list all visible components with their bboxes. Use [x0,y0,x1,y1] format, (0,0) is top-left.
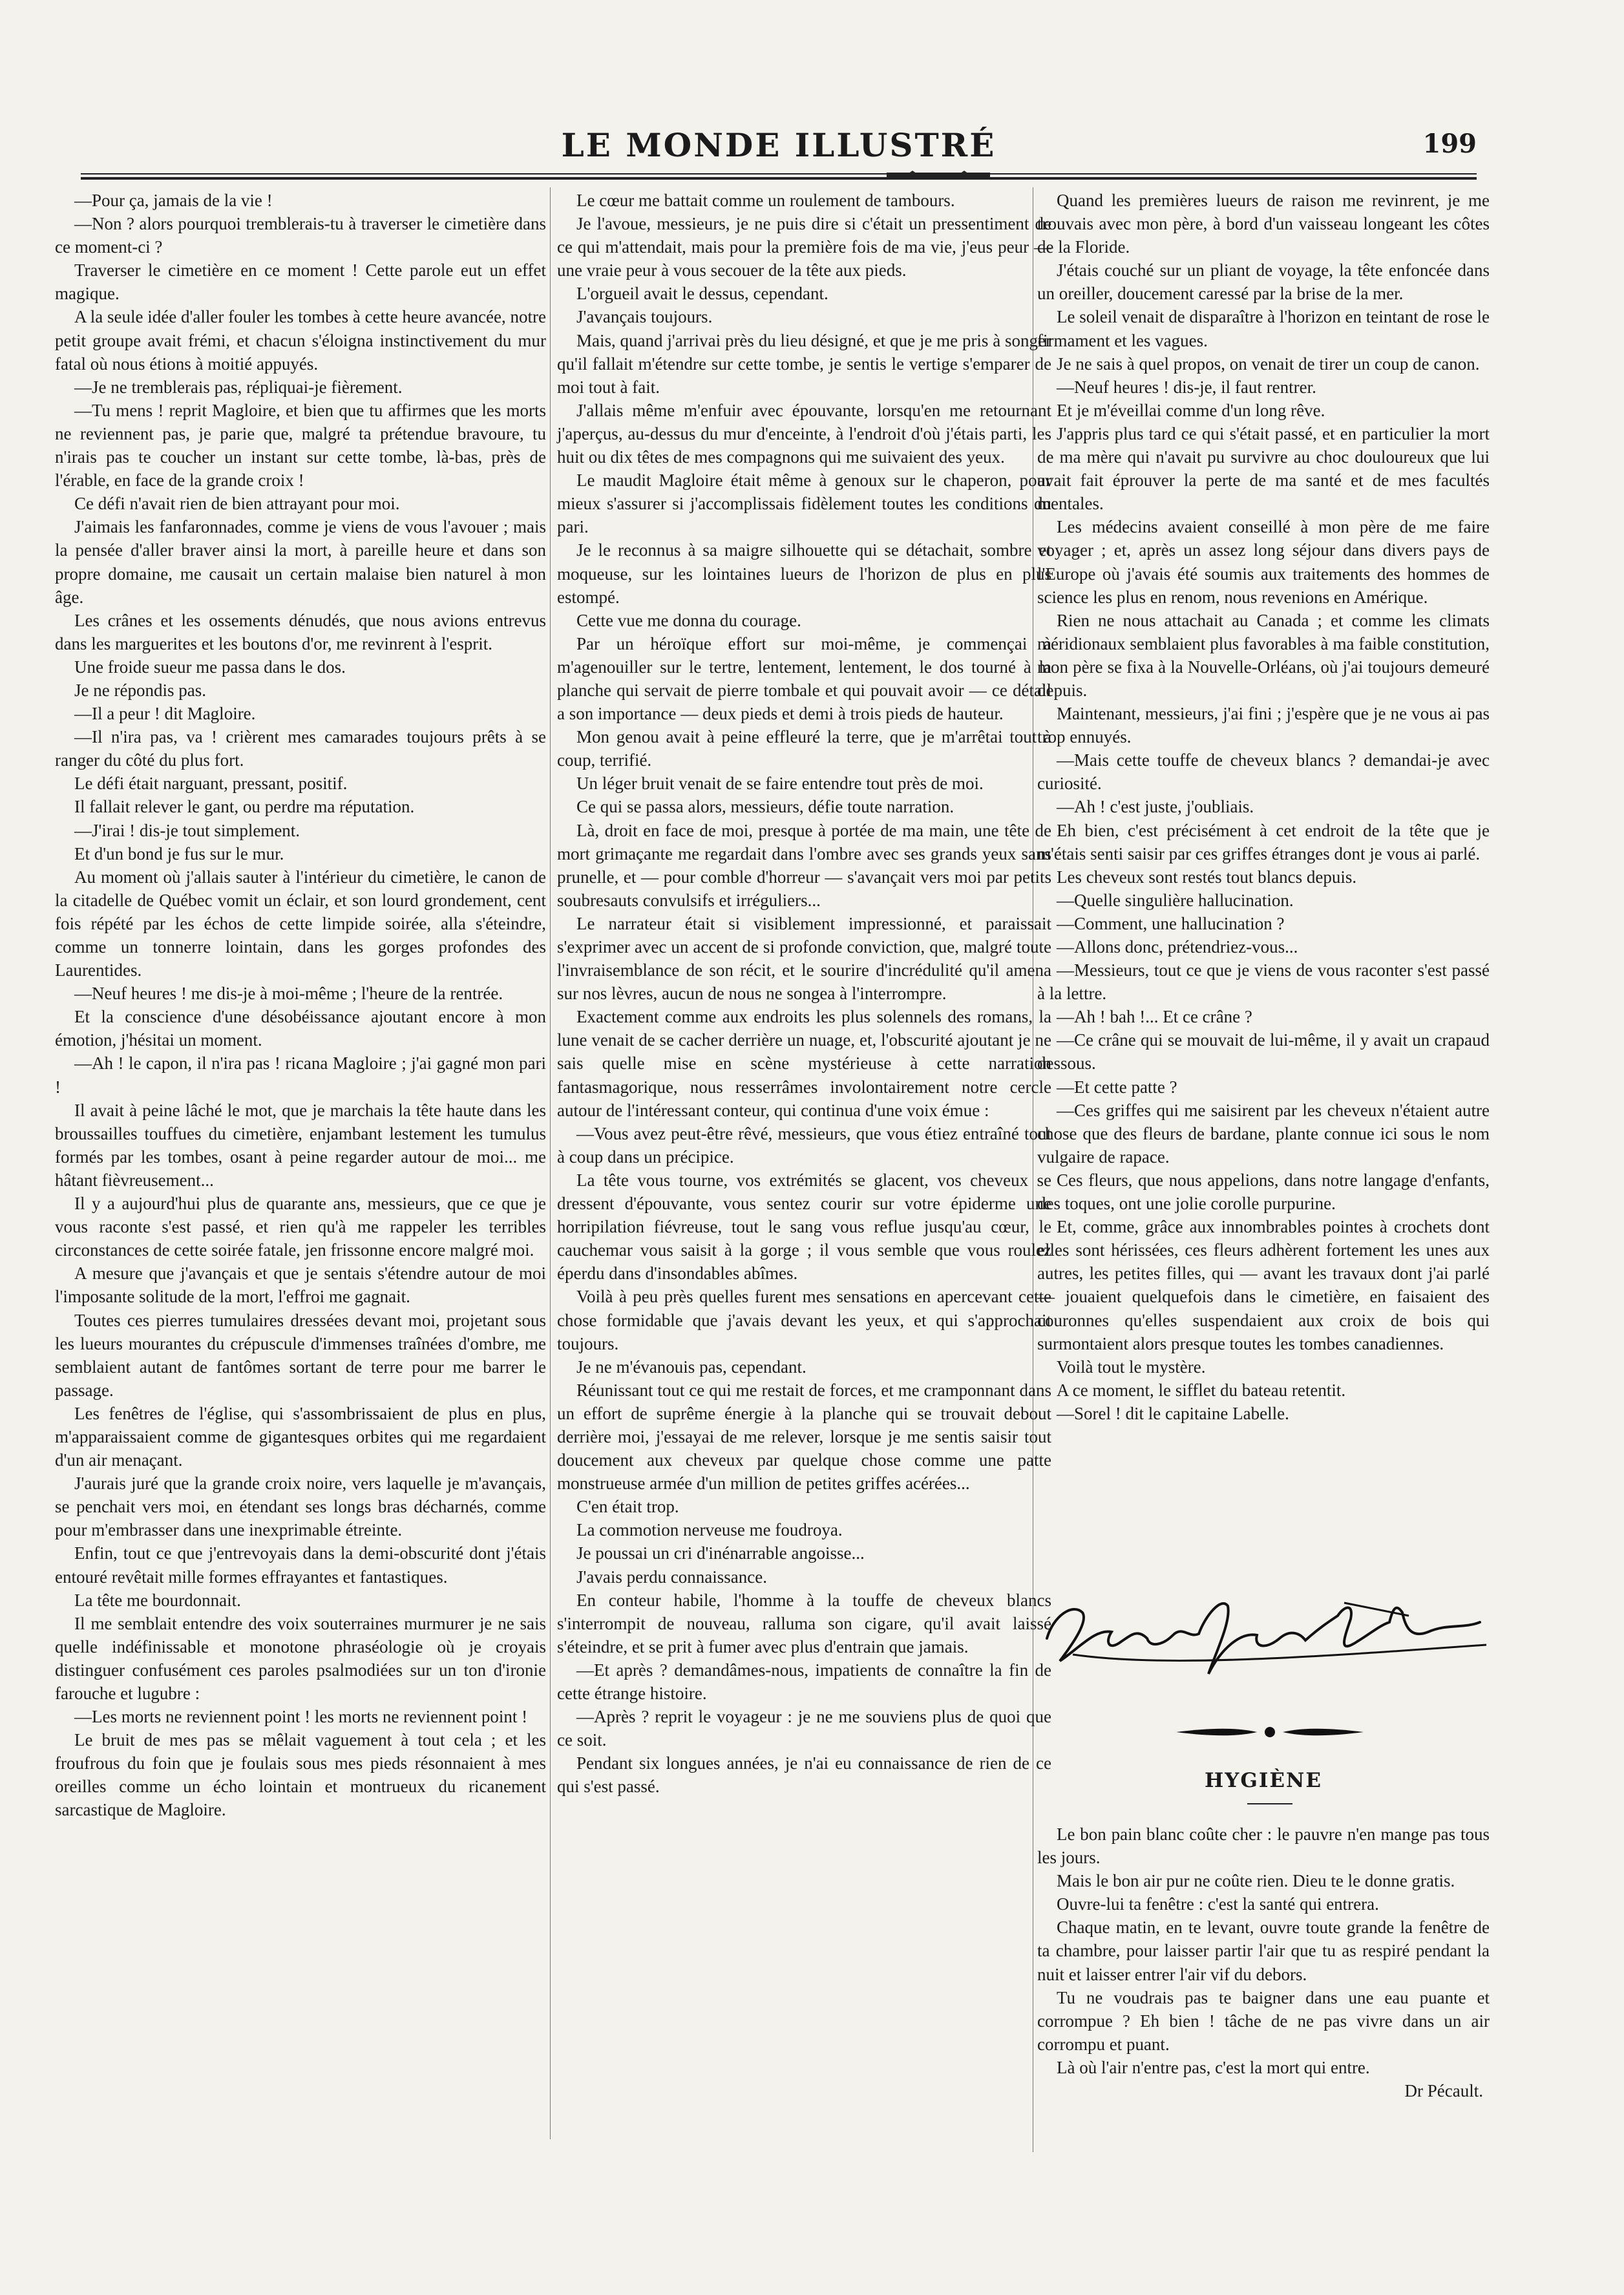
article-paragraph: —Tu mens ! reprit Magloire, et bien que tu affirmes que les morts ne reviennent pas, je parie que, malgré ta prétendue bravoure, tu n'irais pas te coucher un instant sur cette tombe, là-bas, près de l'érable, en face de la grande croix ! [55,400,546,491]
article-paragraph: Tu ne voudrais pas te baigner dans une eau puante et corrompue ? Eh bien ! tâche de ne pas vivre dans un air corrompu et puant. [1037,1987,1490,2054]
article-paragraph: —Mais cette touffe de cheveux blancs ? demandai-je avec curiosité. [1037,750,1490,794]
article-paragraph: —Et après ? demandâmes-nous, impatients de connaître la fin de cette étrange histoire. [557,1660,1051,1703]
article-paragraph: —Ce crâne qui se mouvait de lui-même, il y avait un crapaud dessous. [1037,1030,1490,1073]
article-paragraph: —Sorel ! dit le capitaine Labelle. [1057,1403,1289,1423]
article-paragraph: Mon genou avait à peine effleuré la terre, que je m'arrêtai tout à coup, terrifié. [557,727,1051,770]
header-rule-ornament [887,171,990,180]
article-paragraph: —Pour ça, jamais de la vie ! [74,191,273,210]
hygiene-title: HYGIÈNE [1205,1769,1322,1792]
article-paragraph: Le bon pain blanc coûte cher : le pauvre n'en mange pas tous les jours. [1037,1824,1490,1868]
article-paragraph: Il avait à peine lâché le mot, que je marchais la tête haute dans les broussailles touffues du cimetière, enjambant lestement les tumulus formés par les tombes, osant à peine regarder autour de moi... me hâtant fièvreusement... [55,1100,546,1190]
article-paragraph: —Je ne tremblerais pas, répliquai-je fièrement. [74,377,403,397]
article-paragraph: La tête me bourdonnait. [74,1590,241,1610]
article-paragraph: Réunissant tout ce qui me restait de forces, et me cramponnant dans un effort de suprême énergie à la planche qui se trouvait debout derrière moi, j'essayai de me relever, lorsque je me sentis saisir tout doucement aux cheveux par quelque chose comme une patte monstrueuse armée d'un million de petites griffes acérées... [557,1380,1051,1494]
article-paragraph: La commotion nerveuse me foudroya. [576,1520,843,1540]
article-paragraph: J'avançais toujours. [576,307,713,327]
article-paragraph: Le soleil venait de disparaître à l'horizon en teintant de rose le firmament et les vagues. [1037,307,1490,350]
article-column-3 [1037,189,1490,1425]
article-paragraph: —Et cette patte ? [1057,1077,1177,1097]
article-paragraph: J'appris plus tard ce qui s'était passé, et en particulier la mort de ma mère qui n'avait pu survivre au choc douloureux que lui avait fait éprouver la perte de ma santé et de mes facultés mentales. [1037,423,1490,514]
article-paragraph: En conteur habile, l'homme à la touffe de cheveux blancs s'interrompit de nouveau, ralluma son cigare, qu'il avait laissé s'éteindre, et se prit à fumer avec plus d'entrain que jamais. [557,1590,1051,1656]
author-signature [1034,1577,1506,1687]
article-paragraph: —Il n'ira pas, va ! crièrent mes camarades toujours prêts à se ranger du côté du plus fort. [55,727,546,770]
article-paragraph: C'en était trop. [576,1497,679,1517]
article-paragraph: J'étais couché sur un pliant de voyage, la tête enfoncée dans un oreiller, doucement caressé par la brise de la mer. [1037,260,1490,304]
article-paragraph: Les crânes et les ossements dénudés, que nous avions entrevus dans les marguerites et les boutons d'or, me revinrent à l'esprit. [55,610,546,653]
article-paragraph: —Comment, une hallucination ? [1057,913,1285,933]
article-paragraph: Le cœur me battait comme un roulement de tambours. [576,191,955,210]
article-paragraph: Quand les premières lueurs de raison me revinrent, je me trouvais avec mon père, à bord d'un vaisseau longeant les côtes de la Floride. [1037,191,1490,257]
article-paragraph: Je poussai un cri d'inénarrable angoisse... [576,1543,865,1563]
article-paragraph: Ce qui se passa alors, messieurs, défie toute narration. [576,797,954,817]
article-paragraph: Les fenêtres de l'église, qui s'assombrissaient de plus en plus, m'apparaissaient comme de gigantesques orbites qui me regardaient d'un air menaçant. [55,1403,546,1470]
article-paragraph: Et, comme, grâce aux innombrables pointes à crochets dont elles sont hérissées, ces fleurs adhèrent fortement les unes aux autres, les petites filles, qui — avant les travaux dont j'ai parlé — jouaient quelquefois dans le cimetière, en faisaient des couronnes qu'elles suspendaient aux croix de bois qui surmontaient alors presque toutes les tombes canadiennes. [1037,1217,1490,1353]
article-paragraph: Je l'avoue, messieurs, je ne puis dire si c'était un pressentiment de ce qui m'attendait, mais pour la première fois de ma vie, j'eus peur — une vraie peur à vous secouer de la tête aux pieds. [557,214,1051,280]
article-paragraph: Il me semblait entendre des voix souterraines murmurer je ne sais quelle indéfinissable et monotone phraséologie où je croyais distinguer confusément ces paroles psalmodiées sur un ton d'ironie farouche et lugubre : [55,1613,546,1703]
article-paragraph: Les médecins avaient conseillé à mon père de me faire voyager ; et, après un assez long séjour dans divers pays de l'Europe où j'avais été soumis aux traitements des hommes de science les plus en renom, nous revenions en Amérique. [1037,517,1490,607]
article-paragraph: Traverser le cimetière en ce moment ! Cette parole eut un effet magique. [55,260,546,304]
article-paragraph: —Ces griffes qui me saisirent par les cheveux n'étaient autre chose que des fleurs de bardane, plante connue ici sous le nom vulgaire de rapace. [1037,1100,1490,1167]
article-paragraph: —Il a peur ! dit Magloire. [74,704,256,724]
article-paragraph: L'orgueil avait le dessus, cependant. [576,284,828,304]
hygiene-section [1037,1823,1490,2102]
article-paragraph: Ces fleurs, que nous appelions, dans notre langage d'enfants, des toques, ont une jolie corolle purpurine. [1037,1170,1490,1214]
article-paragraph: Il y a aujourd'hui plus de quarante ans, messieurs, que ce que je vous raconte s'est passé, et rien qu'à me rappeler les terribles circonstances de cette soirée fatale, jen frissonne encore malgré moi. [55,1194,546,1260]
article-paragraph: —Quelle singulière hallucination. [1057,890,1294,910]
article-paragraph: —Après ? reprit le voyageur : je ne me souviens plus de quoi que ce soit. [557,1707,1051,1750]
article-paragraph: —J'irai ! dis-je tout simplement. [74,820,301,840]
article-paragraph: Il fallait relever le gant, ou perdre ma réputation. [74,797,415,817]
article-paragraph: Ouvre-lui ta fenêtre : c'est la santé qui entrera. [1057,1894,1379,1914]
article-paragraph: Eh bien, c'est précisément à cet endroit de la tête que je m'étais senti saisir par ces griffes étranges dont je vous ai parlé. [1037,820,1490,863]
article-paragraph: Exactement comme aux endroits les plus solennels des romans, la lune venait de se cacher derrière un nuage, et, l'obscurité ajoutant je ne sais quelle mise en scène mystérieuse à cette narration fantasmagorique, nous resserrâmes involontairement notre cercle autour de l'intéressant conteur, qui continua d'une voix émue : [557,1007,1051,1120]
article-paragraph: —Ah ! le capon, il n'ira pas ! ricana Magloire ; j'ai gagné mon pari ! [55,1053,546,1097]
article-paragraph: Voilà à peu près quelles furent mes sensations en apercevant cette chose formidable que j'avais devant les yeux, et qui s'approchait toujours. [557,1287,1051,1353]
article-paragraph: Là où l'air n'entre pas, c'est la mort qui entre. [1057,2057,1370,2077]
article-paragraph: J'aimais les fanfaronnades, comme je viens de vous l'avouer ; mais la pensée d'aller braver ainsi la mort, à pareille heure et dans son propre domaine, me causait un certain malaise bien naturel à mon âge. [55,517,546,607]
header-rule [81,173,1477,180]
article-paragraph: Ce défi n'avait rien de bien attrayant pour moi. [74,494,400,514]
page-number: 199 [1422,129,1477,159]
article-paragraph: Mais, quand j'arrivai près du lieu désigné, et que je me pris à songer qu'il fallait m'étendre sur cette tombe, je sentis le vertige s'emparer de moi tout à fait. [557,330,1051,397]
article-paragraph: —Non ? alors pourquoi tremblerais-tu à traverser le cimetière dans ce moment-ci ? [55,214,546,257]
article-paragraph: —Les morts ne reviennent point ! les morts ne reviennent point ! [74,1707,528,1727]
article-paragraph: —Messieurs, tout ce que je viens de vous raconter s'est passé à la lettre. [1037,960,1490,1004]
article-paragraph: Je ne répondis pas. [74,680,206,700]
masthead-title: LE MONDE ILLUSTRÉ [561,126,997,164]
article-paragraph: La tête vous tourne, vos extrémités se glacent, vos cheveux se dressent d'épouvante, vous sentez courir sur votre épiderme une horripilation fiévreuse, tout le sang vous reflue jusqu'au cœur, le cauchemar vous saisit à la gorge ; il vous semble que vous roulez éperdu dans d'insondables abîmes. [557,1170,1051,1284]
column-divider-1 [550,187,551,2139]
article-paragraph: Je ne m'évanouis pas, cependant. [576,1357,807,1377]
article-paragraph: Maintenant, messieurs, j'ai fini ; j'espère que je ne vous ai pas trop ennuyés. [1037,704,1490,747]
article-paragraph: Par un héroïque effort sur moi-même, je commençai à m'agenouiller sur le tertre, lentement, lentement, le dos tourné à la planche qui servait de pierre tombale et qui pouvait avoir — ce détail a son importance — deux pieds et demi à trois pieds de hauteur. [557,633,1051,724]
article-paragraph: Cette vue me donna du courage. [576,610,801,630]
article-paragraph: —Neuf heures ! me dis-je à moi-même ; l'heure de la rentrée. [74,984,503,1004]
article-paragraph: Mais le bon air pur ne coûte rien. Dieu te le donne gratis. [1057,1871,1455,1891]
article-paragraph: Au moment où j'allais sauter à l'intérieur du cimetière, le canon de la citadelle de Québec vomit un éclair, et son lourd grondement, cent fois répété par les échos de cette limpide soirée, alla s'éteindre, comme un tonnerre lointain, dans les gorges profondes des Laurentides. [55,867,546,980]
article-paragraph: —Ah ! c'est juste, j'oubliais. [1057,797,1254,817]
page-header [81,126,1477,171]
article-paragraph: —Allons donc, prétendriez-vous... [1057,937,1298,957]
hygiene-title-rule [1247,1803,1292,1804]
article-paragraph: Pendant six longues années, je n'ai eu connaissance de rien de ce qui s'est passé. [557,1753,1051,1797]
article-paragraph: Une froide sueur me passa dans le dos. [74,657,346,677]
article-paragraph: Je ne sais à quel propos, on venait de tirer un coup de canon. [1057,354,1480,374]
article-paragraph: Le défi était narguant, pressant, positif. [74,774,348,794]
article-paragraph: —Neuf heures ! dis-je, il faut rentrer. [1057,377,1316,397]
article-paragraph: Enfin, tout ce que j'entrevoyais dans la demi-obscurité dont j'étais entouré revêtait mille formes effrayantes et fantastiques. [55,1543,546,1587]
article-paragraph: Je le reconnus à sa maigre silhouette qui se détachait, sombre et moqueuse, sur les lointaines lueurs de l'horizon de plus en plus estompé. [557,540,1051,607]
article-paragraph: Et d'un bond je fus sur le mur. [74,843,284,863]
article-paragraph: Chaque matin, en te levant, ouvre toute grande la fenêtre de ta chambre, pour laisser partir l'air que tu as respiré pendant la nuit et laisser entrer l'air vif du debors. [1037,1918,1490,1984]
article-paragraph: J'aurais juré que la grande croix noire, vers laquelle je m'avançais, se penchait vers moi, en étendant ses longs bras décharnés, comme pour m'embrasser dans une inexprimable étreinte. [55,1474,546,1540]
article-paragraph: —Ah ! bah !... Et ce crâne ? [1057,1007,1252,1027]
article-column-2 [557,189,1051,1798]
section-ornament [1173,1722,1367,1742]
article-paragraph: Le bruit de mes pas se mêlait vaguement à tout cela ; et les froufrous du foin que je foulais sous mes pieds résonnaient à mes oreilles comme un écho lointain et montrueux du ricanement sarcastique de Magloire. [55,1730,546,1820]
article-paragraph: Toutes ces pierres tumulaires dressées devant moi, projetant sous les lueurs mourantes du crépuscule d'immenses traînées d'ombre, me semblaient autant de fantômes sortant de terre pour me barrer le passage. [55,1310,546,1400]
article-paragraph: A la seule idée d'aller fouler les tombes à cette heure avancée, notre petit groupe avait frémi, et chacun s'éloigna instinctivement du mur fatal où nous étions à moitié appuyés. [55,307,546,374]
article-column-1 [55,189,546,1822]
article-paragraph: Et je m'éveillai comme d'un long rêve. [1057,400,1325,420]
article-paragraph: —Vous avez peut-être rêvé, messieurs, que vous étiez entraîné tout à coup dans un précipice. [557,1123,1051,1167]
article-paragraph: J'avais perdu connaissance. [576,1567,768,1587]
article-paragraph: Rien ne nous attachait au Canada ; et comme les climats méridionaux semblaient plus favorables à ma faible constitution, mon père se fixa à la Nouvelle-Orléans, où j'ai toujours demeuré depuis. [1037,610,1490,700]
article-paragraph: Voilà tout le mystère. [1057,1357,1206,1377]
article-paragraph: A mesure que j'avançais et que je sentais s'étendre autour de moi l'imposante solitude de la mort, l'effroi me gagnait. [55,1264,546,1307]
article-paragraph: A ce moment, le sifflet du bateau retentit. [1057,1380,1346,1400]
article-paragraph: J'allais même m'enfuir avec épouvante, lorsqu'en me retournant j'aperçus, au-dessus du mur d'enceinte, à l'endroit d'où j'étais parti, les huit ou dix têtes de mes compagnons qui me suivaient des yeux. [557,400,1051,467]
article-paragraph: Là, droit en face de moi, presque à portée de ma main, une tête de mort grimaçante me regardait dans l'ombre avec ses grands yeux sans prunelle, et — pour comble d'horreur — s'avançait vers moi par petits soubresauts convulsifs et irréguliers... [557,820,1051,910]
article-paragraph: Un léger bruit venait de se faire entendre tout près de moi. [576,774,984,794]
article-paragraph: Et la conscience d'une désobéissance ajoutant encore à mon émotion, j'hésitai un moment. [55,1007,546,1050]
article-paragraph: Les cheveux sont restés tout blancs depuis. [1057,867,1357,887]
hygiene-author: Dr Pécault. [1404,2081,1483,2101]
article-paragraph: Le maudit Magloire était même à genoux sur le chaperon, pour mieux s'assurer si j'accomplissais fidèlement toutes les conditions du pari. [557,471,1051,537]
article-paragraph: Le narrateur était si visiblement impressionné, et paraissait s'exprimer avec un accent de si profonde conviction, que, malgré toute l'invraisemblance de son récit, et le sourire d'incrédulité qu'il amena sur nos lèvres, aucun de nous ne songea à l'interrompre. [557,913,1051,1004]
